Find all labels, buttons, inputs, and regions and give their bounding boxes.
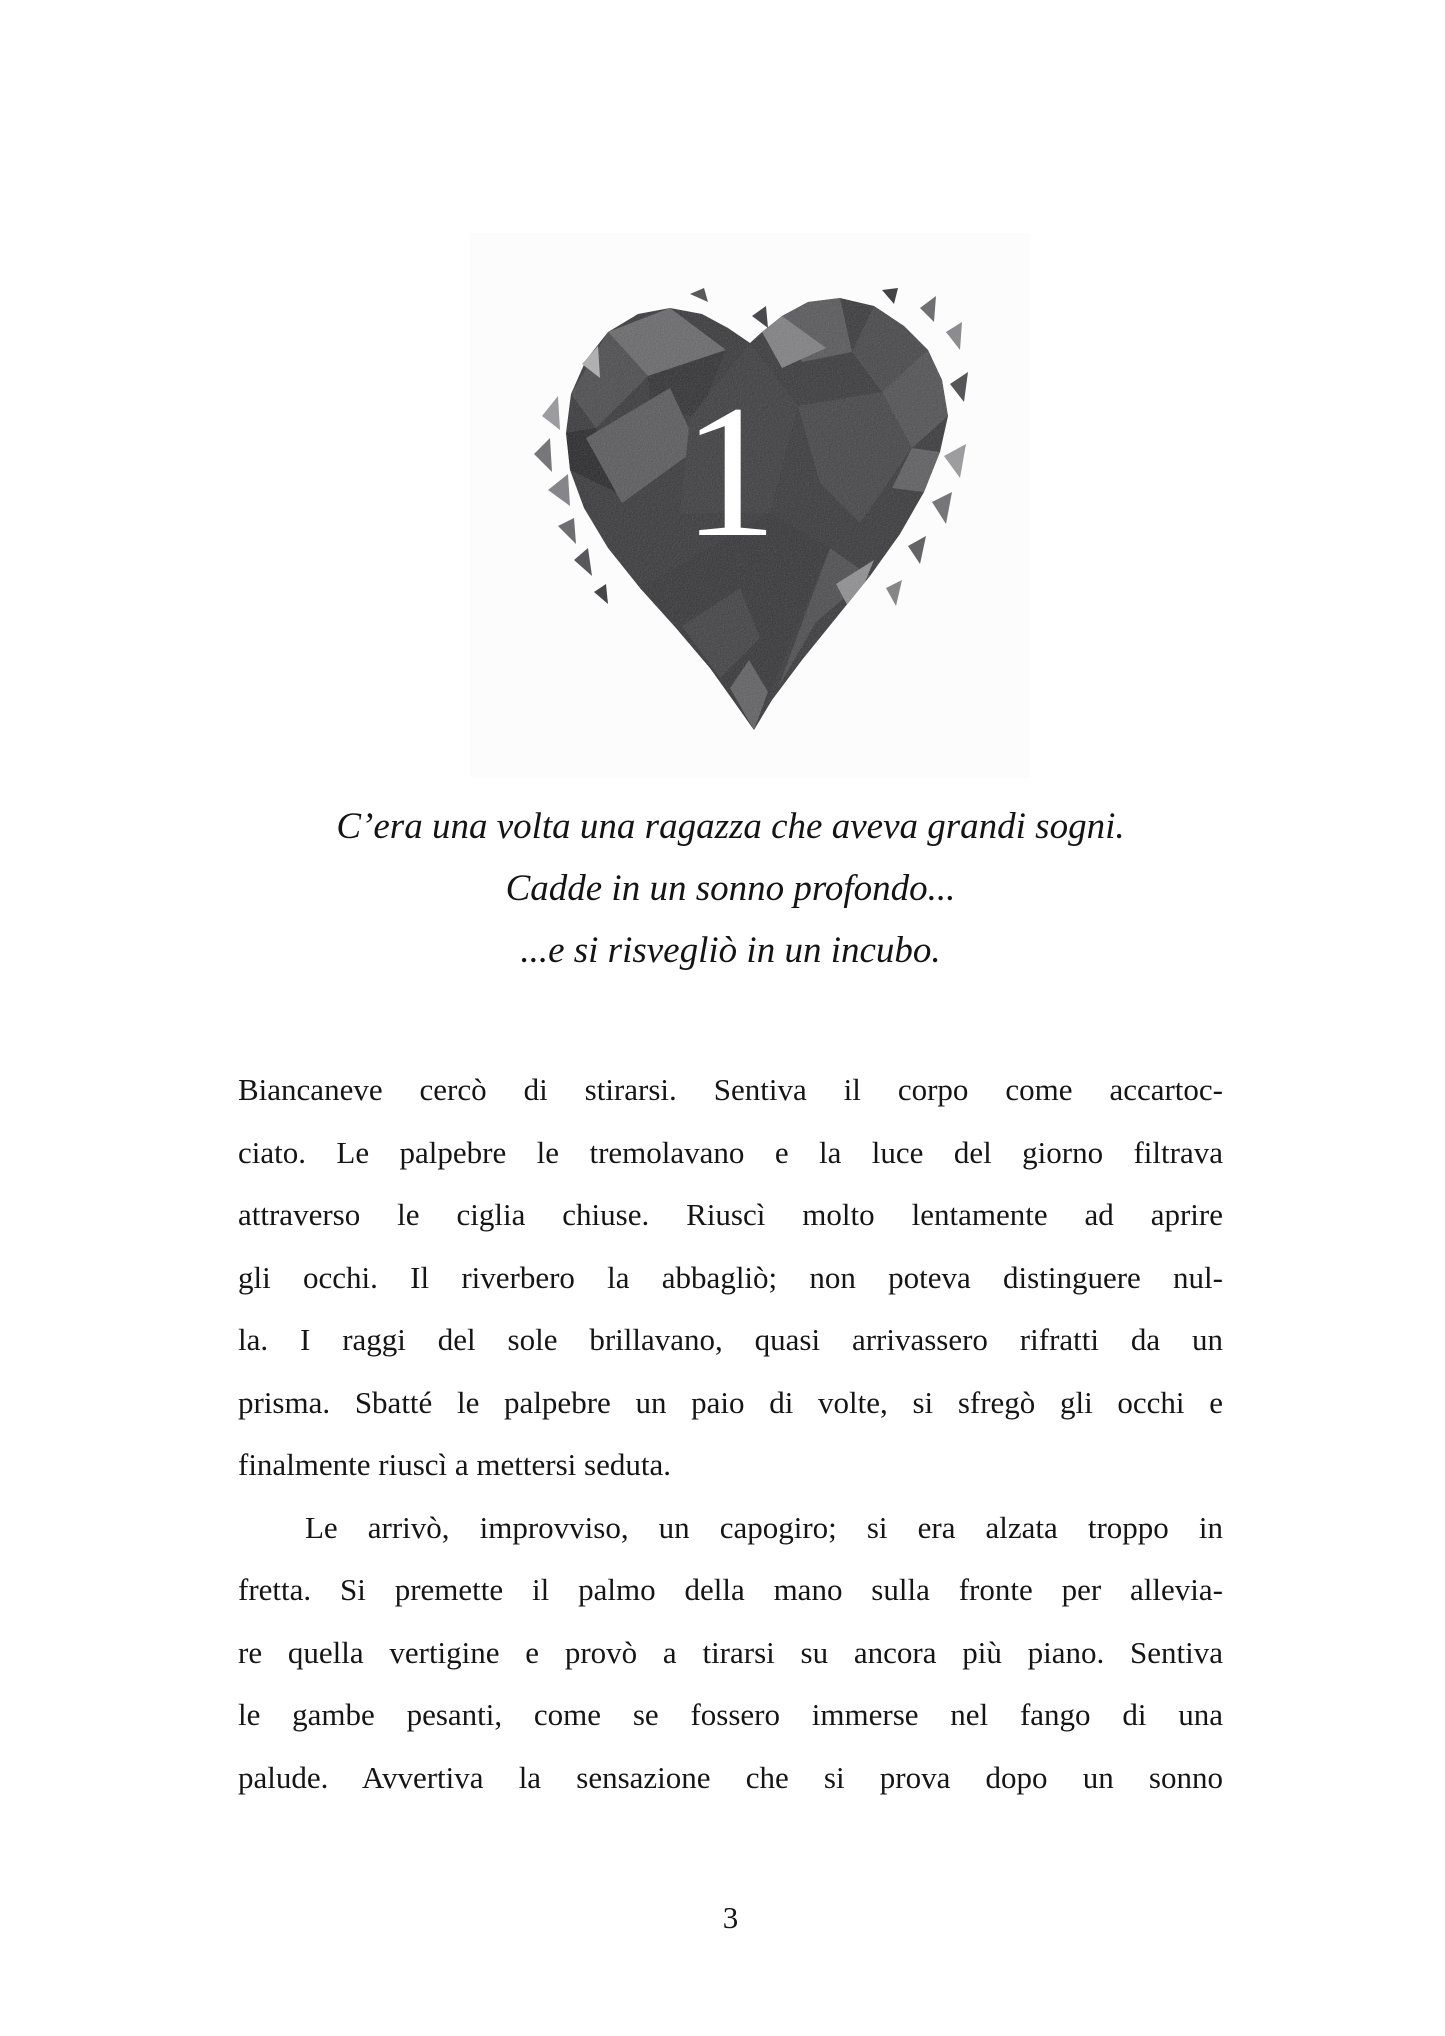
body-line: fretta. Si premette il palmo della mano sulla fronte per allevia- — [238, 1572, 1223, 1607]
body-line: Biancaneve cercò di stirarsi. Sentiva il corpo come accartoc- — [238, 1072, 1223, 1107]
epigraph-line: ...e si risvegliò in un incubo. — [520, 930, 941, 971]
body-line: la. I raggi del sole brillavano, quasi arrivassero rifratti da un — [238, 1322, 1223, 1357]
body-line: gli occhi. Il riverbero la abbagliò; non poteva distinguere nul- — [238, 1259, 1223, 1295]
shattered-crystal-heart-icon — [530, 288, 980, 738]
body-line: le gambe pesanti, come se fossero immerse nel fango di una — [238, 1697, 1223, 1732]
epigraph — [238, 796, 1223, 982]
chapter-number: 1 — [682, 367, 778, 577]
body-line: Le arrivò, improvviso, un capogiro; si era alzata troppo in — [305, 1509, 1223, 1545]
chapter-heading-figure — [470, 233, 1030, 778]
body-line: palude. Avvertiva la sensazione che si prova dopo un sonno — [238, 1759, 1223, 1795]
page-number: 3 — [722, 1900, 739, 1935]
body-line: prisma. Sbatté le palpebre un paio di volte, si sfregò gli occhi e — [238, 1384, 1223, 1420]
body-text — [238, 1059, 1223, 1809]
epigraph-line: Cadde in un sonno profondo... — [505, 868, 956, 909]
body-line: attraverso le ciglia chiuse. Riuscì molto lentamente ad aprire — [238, 1197, 1223, 1232]
body-line: finalmente riuscì a mettersi seduta. — [238, 1447, 671, 1482]
body-line: ciato. Le palpebre le tremolavano e la luce del giorno filtrava — [238, 1134, 1223, 1170]
body-line: re quella vertigine e provò a tirarsi su ancora più piano. Sentiva — [238, 1634, 1223, 1670]
epigraph-line: C’era una volta una ragazza che aveva grandi sogni. — [336, 806, 1125, 847]
